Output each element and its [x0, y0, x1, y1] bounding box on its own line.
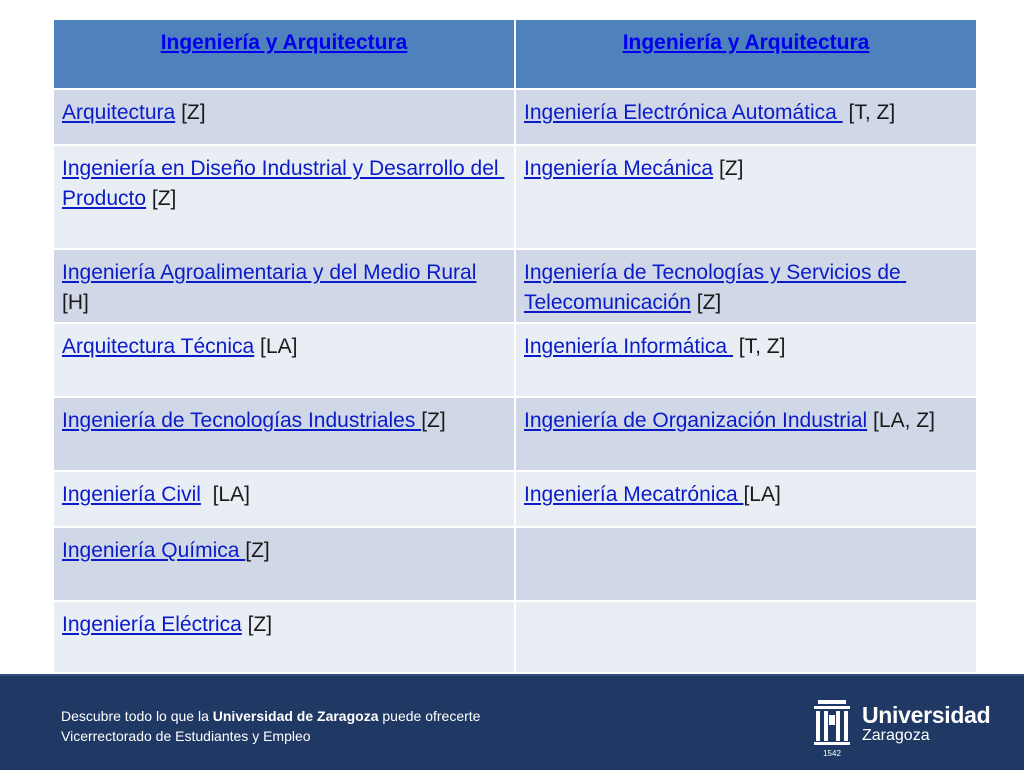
- degree-link[interactable]: Ingeniería Agroalimentaria y del Medio Rural: [62, 261, 477, 284]
- table-row: [53, 527, 977, 601]
- table-cell: [515, 397, 977, 471]
- degree-link[interactable]: Ingeniería de Tecnologías y Servicios de Telecomunicación: [524, 261, 907, 314]
- column-header: [515, 19, 977, 89]
- degrees-table: [52, 18, 978, 674]
- table-cell: [515, 471, 977, 527]
- degree-link[interactable]: Ingeniería de Tecnologías Industriales: [62, 409, 422, 432]
- header-link-1[interactable]: Ingeniería y Arquitectura: [160, 31, 408, 54]
- campus-code: [LA]: [200, 483, 250, 506]
- campus-code: [Z]: [245, 539, 270, 562]
- degree-link[interactable]: Ingeniería Mecatrónica: [524, 483, 744, 506]
- table-cell: [53, 249, 515, 323]
- header-link-2[interactable]: Ingeniería y Arquitectura: [622, 31, 870, 54]
- campus-code: [T, Z]: [842, 101, 896, 124]
- table-cell: [515, 527, 977, 601]
- table-cell: [53, 471, 515, 527]
- footer-bar: [0, 674, 1024, 770]
- table-cell: [515, 145, 977, 249]
- column-header: [53, 19, 515, 89]
- degree-link[interactable]: Arquitectura Técnica: [62, 335, 255, 358]
- table-cell: [53, 527, 515, 601]
- table-row: [53, 601, 977, 673]
- degree-link[interactable]: Arquitectura: [62, 101, 176, 124]
- table-cell: [53, 89, 515, 145]
- table-cell: [53, 145, 515, 249]
- campus-code: [Z]: [690, 291, 722, 314]
- tower-emblem-icon: [812, 700, 852, 758]
- degree-link[interactable]: Ingeniería Electrónica Automática: [524, 101, 843, 124]
- table-cell: [515, 323, 977, 397]
- table-cell: [515, 249, 977, 323]
- university-logo: [812, 700, 992, 758]
- table-row: [53, 323, 977, 397]
- campus-code: [LA]: [254, 335, 298, 358]
- table-body: [53, 89, 977, 673]
- campus-code: [Z]: [713, 157, 744, 180]
- logo-name: Universidad: [862, 702, 991, 728]
- degree-link[interactable]: Ingeniería Eléctrica: [62, 613, 242, 636]
- campus-code: [LA]: [743, 483, 781, 506]
- degree-link[interactable]: Ingeniería de Organización Industrial: [524, 409, 868, 432]
- footer-line-1-prefix: Descubre todo lo que la: [61, 708, 213, 724]
- degree-link[interactable]: Ingeniería Química: [62, 539, 246, 562]
- footer-line-1-suffix: puede ofrecerte: [378, 708, 481, 724]
- table-cell: [53, 601, 515, 673]
- table-row: [53, 249, 977, 323]
- logo-year: 1542: [823, 749, 841, 758]
- footer-line-1: [61, 706, 480, 726]
- table-cell: [515, 89, 977, 145]
- campus-code: [LA, Z]: [867, 409, 935, 432]
- degree-link[interactable]: Ingeniería Mecánica: [524, 157, 714, 180]
- table-cell: [53, 397, 515, 471]
- footer-line-1-bold: Universidad de Zaragoza: [212, 708, 379, 724]
- table-row: [53, 145, 977, 249]
- table-row: [53, 89, 977, 145]
- degree-link[interactable]: Ingeniería Informática: [524, 335, 733, 358]
- campus-code: [Z]: [241, 613, 273, 636]
- table-row: [53, 397, 977, 471]
- degree-link[interactable]: Ingeniería en Diseño Industrial y Desarrollo del Producto: [62, 157, 505, 210]
- campus-code: [H]: [62, 261, 483, 314]
- table-cell: [515, 601, 977, 673]
- table-cell: [53, 323, 515, 397]
- table-row: [53, 471, 977, 527]
- campus-code: [Z]: [146, 187, 177, 210]
- footer-text: [61, 706, 480, 746]
- campus-code: [Z]: [175, 101, 206, 124]
- campus-code: [T, Z]: [732, 335, 786, 358]
- logo-city: Zaragoza: [862, 727, 930, 744]
- footer-line-2: Vicerrectorado de Estudiantes y Empleo: [61, 728, 311, 744]
- table-header-row: [53, 19, 977, 89]
- degree-link[interactable]: Ingeniería Civil: [62, 483, 201, 506]
- campus-code: [Z]: [421, 409, 446, 432]
